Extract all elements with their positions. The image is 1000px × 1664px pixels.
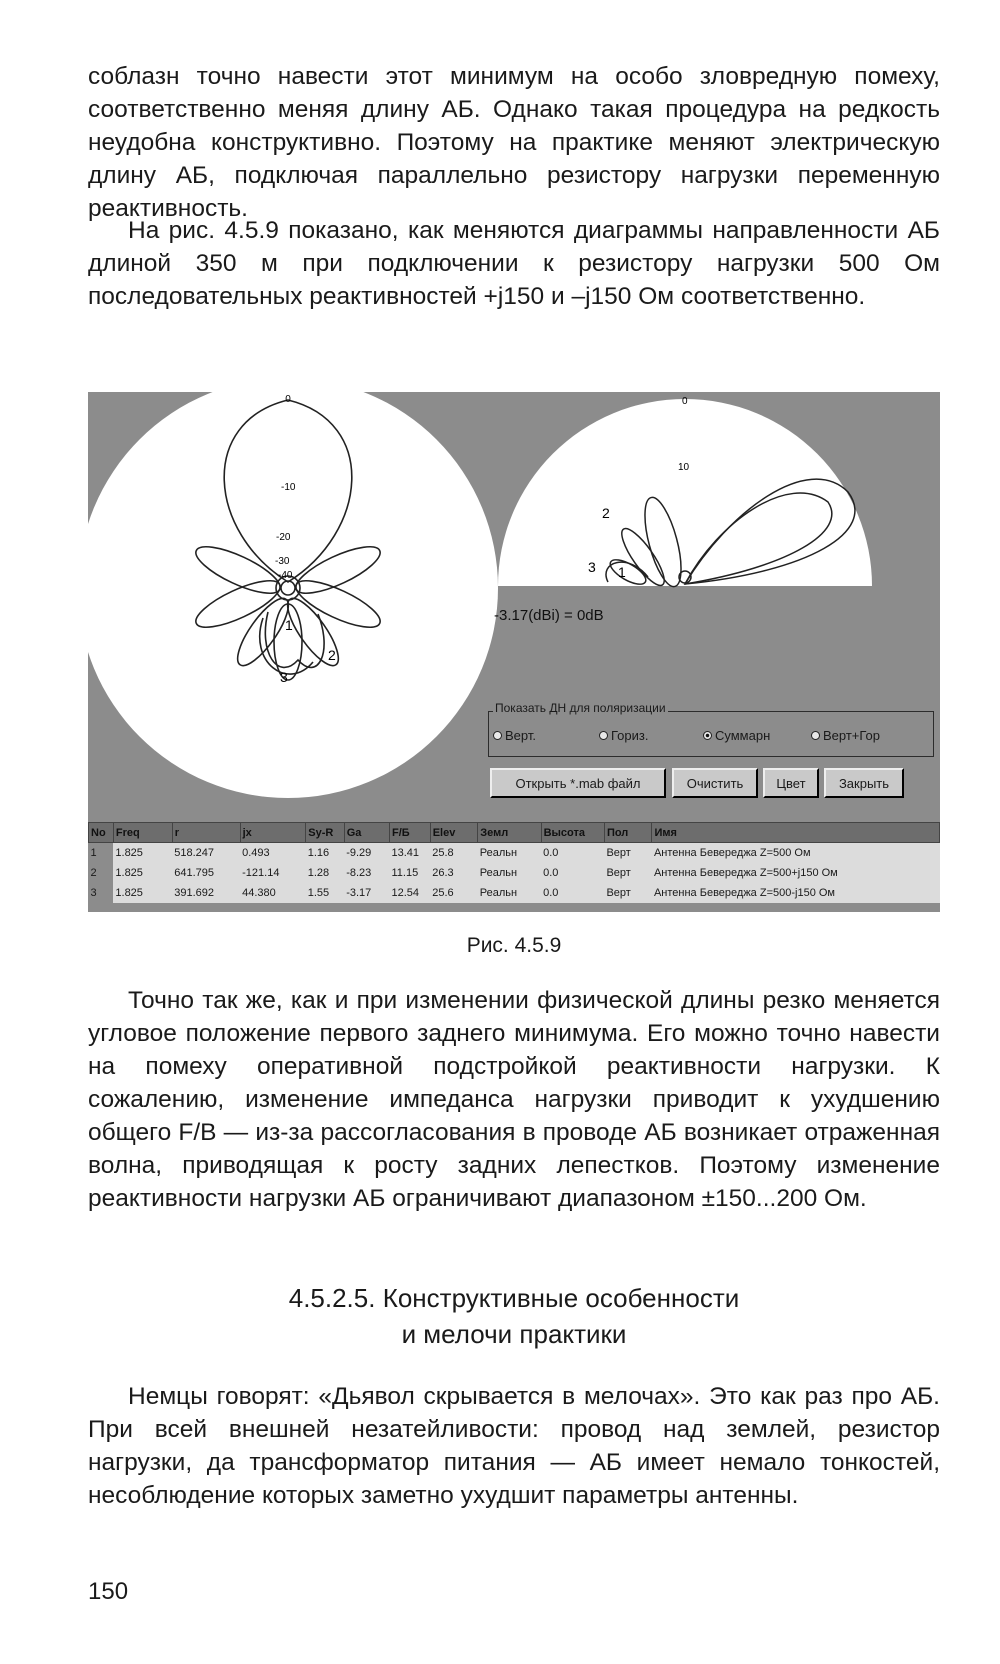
section-heading-line-1: 4.5.2.5. Конструктивные особенности	[288, 1283, 740, 1313]
open-mab-file-button[interactable]: Открыть *.mab файл	[490, 768, 666, 798]
col-header[interactable]: Sy-R	[306, 823, 344, 843]
left-plot-disc	[88, 392, 498, 798]
paragraph-2: На рис. 4.5.9 показано, как меняются диаграммы направленности АБ длиной 350 м при подключении к резистору нагрузки 500 Ом последовательных реактивностей +j150 и –j150 Ом соответственно.	[88, 217, 940, 310]
paragraph-3: Точно так же, как и при изменении физической длины резко меняется угловое положение первого заднего минимума. Его можно точно навести на помеху оперативной подстройкой реактивности нагрузки. К сожалению, изменение импеданса нагрузки приводит к ухудшению общего F/B — из-за рассогласования в проводе АБ возникает отраженная волна, приводящая к росту задних лепестков. Поэтому изменение реактивности нагрузки АБ ограничивают диапазоном ±150...200 Ом.	[88, 987, 940, 1212]
col-header[interactable]: Ga	[344, 823, 389, 843]
col-header[interactable]: Высота	[541, 823, 604, 843]
radio-sum[interactable]: Суммарн	[703, 728, 770, 743]
col-header[interactable]: Freq	[113, 823, 172, 843]
col-header[interactable]: Пол	[604, 823, 652, 843]
polarization-group	[488, 701, 934, 757]
col-header[interactable]: r	[172, 823, 240, 843]
radiation-patterns	[88, 392, 940, 822]
right-curve-label-1: 1	[618, 564, 626, 580]
right-ring-label-10: 10	[678, 462, 690, 473]
radio-horiz[interactable]: Гориз.	[599, 728, 648, 743]
left-curve-label-1: 1	[285, 617, 293, 633]
col-header[interactable]: jx	[240, 823, 306, 843]
figure-4-5-9	[88, 392, 940, 912]
table-row[interactable]: 3 1.825 391.692 44.380 1.55 -3.17 12.54 25.6 Реальн 0.0 Верт Антенна Бевереджа Z=500-j150 Ом	[89, 883, 940, 903]
paragraph-4: Немцы говорят: «Дьявол скрывается в мелочах». Это как раз про АБ. При всей внешней незатейливости: провод над землей, резистор нагрузки, да трансформатор питания — АБ имеет немало тонкостей, несоблюдение которых заметно ухудшит параметры антенны.	[88, 1383, 940, 1509]
col-header[interactable]: No	[89, 823, 114, 843]
color-button[interactable]: Цвет	[763, 768, 819, 798]
left-ring-label-20: -20	[276, 532, 291, 543]
table-row[interactable]: 1 1.825 518.247 0.493 1.16 -9.29 13.41 25.8 Реальн 0.0 Верт Антенна Бевереджа Z=500 Ом	[89, 843, 940, 863]
clear-button[interactable]: Очистить	[672, 768, 758, 798]
table-header-row	[89, 823, 940, 843]
col-header[interactable]: Земл	[478, 823, 541, 843]
close-button[interactable]: Закрыть	[824, 768, 904, 798]
radio-vert[interactable]: Верт.	[493, 728, 536, 743]
section-heading-line-2: и мелочи практики	[401, 1319, 627, 1349]
col-header[interactable]: Elev	[430, 823, 478, 843]
gain-reference: -3.17(dBi) = 0dB	[494, 607, 604, 624]
paragraph-1: соблазн точно навести этот минимум на особо зловредную помеху, соответственно меняя длину АБ. Однако такая процедура на редкость неудобна конструктивно. Поэтому на практике меняют электрическую длину АБ, подключая параллельно резистору нагрузки переменную реактивность.	[88, 63, 940, 222]
figure-caption: Рис. 4.5.9	[466, 934, 562, 957]
col-header[interactable]: Имя	[652, 823, 940, 843]
left-ring-label-0: 0	[285, 394, 291, 405]
right-ring-label-0: 0	[682, 396, 688, 407]
section-heading	[88, 1280, 940, 1352]
left-ring-label-10: -10	[281, 482, 296, 493]
table-row[interactable]: 2 1.825 641.795 -121.14 1.28 -8.23 11.15 26.3 Реальн 0.0 Верт Антенна Бевереджа Z=500+j150 Ом	[89, 863, 940, 883]
right-plot-halfdisc	[498, 399, 872, 586]
radio-vert-hor[interactable]: Верт+Гор	[811, 728, 880, 743]
results-table	[88, 822, 940, 903]
left-ring-label-30: -30	[275, 556, 290, 567]
right-curve-label-2: 2	[602, 505, 610, 521]
left-ring-label-40: -40	[278, 570, 293, 581]
col-header[interactable]: F/Б	[389, 823, 430, 843]
right-curve-label-3: 3	[588, 559, 596, 575]
left-curve-label-3: 3	[280, 669, 288, 685]
polarization-title: Показать ДН для поляризации	[495, 701, 666, 715]
left-curve-label-2: 2	[328, 647, 336, 663]
page-number: 150	[88, 1578, 129, 1605]
